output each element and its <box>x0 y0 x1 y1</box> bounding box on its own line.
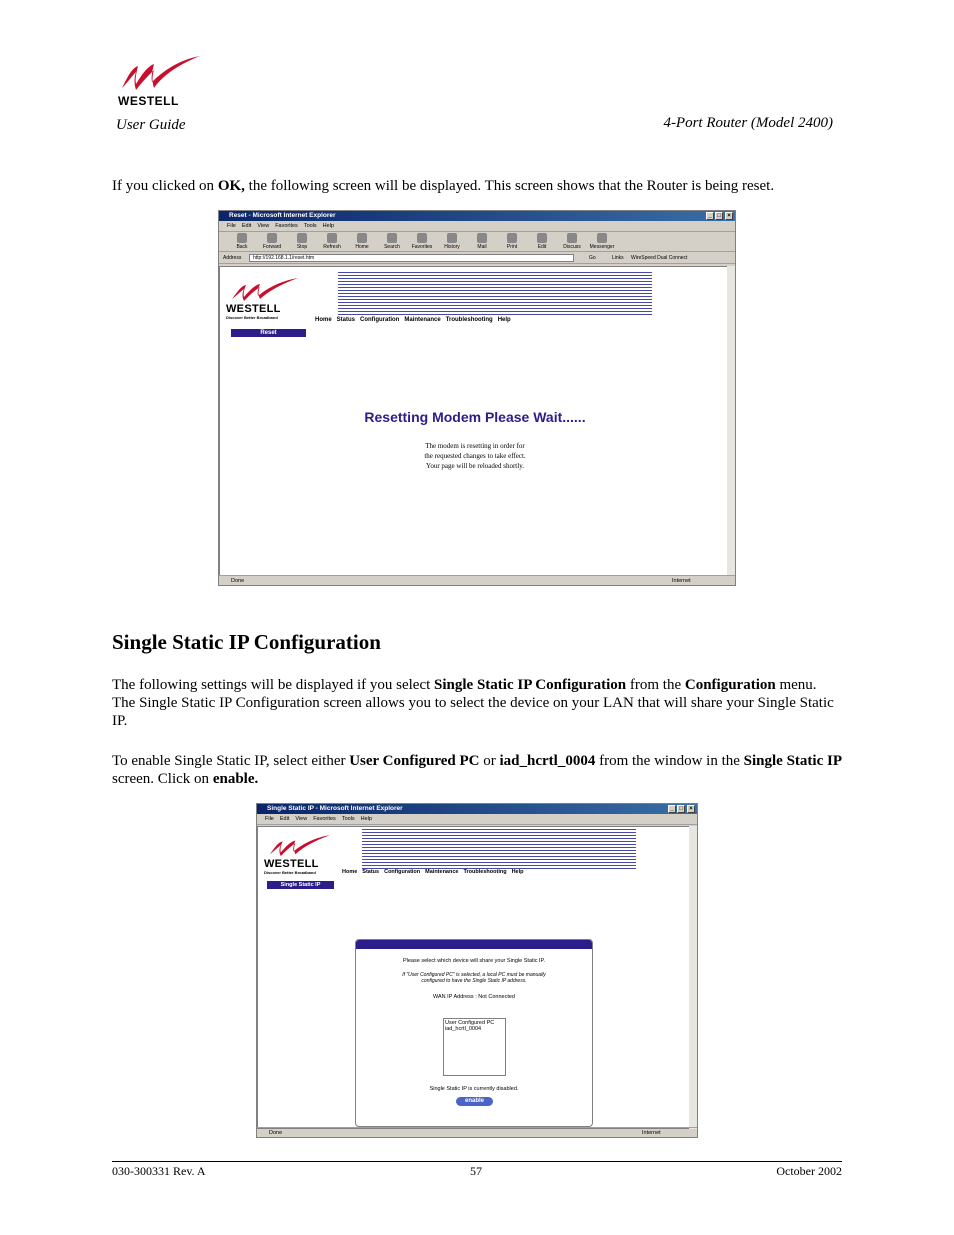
p2-bold: enable. <box>212 771 259 787</box>
footer-left: 030-300331 Rev. A <box>112 1164 206 1178</box>
address-bar <box>219 252 735 264</box>
close-button[interactable]: × <box>687 805 695 813</box>
menu-edit[interactable]: Edit <box>241 223 252 229</box>
menu-help[interactable]: Help <box>322 223 334 229</box>
panel-header-bar <box>356 940 592 949</box>
device-option-iad-hcrtl-0004[interactable]: iad_hcrtl_0004 <box>445 1026 482 1032</box>
home-icon <box>357 233 367 243</box>
home-label: Home <box>355 244 369 250</box>
window-title: Single Static IP - Microsoft Internet Explorer <box>267 805 403 812</box>
go-button[interactable]: Go <box>589 255 596 261</box>
discuss-label: Discuss <box>563 244 581 250</box>
p2-bold: User Configured PC <box>349 753 480 769</box>
vertical-scrollbar[interactable] <box>727 266 735 576</box>
menu-help[interactable]: Help <box>360 816 372 822</box>
menu-view[interactable]: View <box>257 223 270 229</box>
vertical-scrollbar[interactable] <box>689 826 697 1129</box>
p2-text: screen. Click on <box>112 771 213 787</box>
close-button[interactable]: × <box>725 212 733 220</box>
forward-icon <box>267 233 277 243</box>
toolbar <box>219 232 735 252</box>
page-content <box>219 266 729 576</box>
address-label: Address <box>223 255 242 261</box>
device-listbox[interactable] <box>443 1018 506 1076</box>
westell-swoosh-icon <box>268 834 332 858</box>
status-bar <box>219 575 735 585</box>
resetting-heading: Resetting Modem Please Wait...... <box>364 409 586 425</box>
footer-divider <box>112 1161 842 1162</box>
single-static-ip-browser-window <box>256 803 698 1138</box>
menu-view[interactable]: View <box>295 816 308 822</box>
refresh-button[interactable] <box>317 232 347 251</box>
menu-tools[interactable]: Tools <box>341 816 355 822</box>
p1-text: menu. The Single Static IP Configuration screen allows you to select the device on your LAN that will share your Single Static IP. <box>112 677 834 729</box>
menu-file[interactable]: File <box>265 816 274 822</box>
single-static-ip-panel <box>355 939 593 1127</box>
logo-tag: Discover Better Broadband <box>264 870 316 875</box>
messenger-label: Messenger <box>589 244 615 250</box>
instruction-line: Please select which device will share your Single Static IP. <box>402 958 546 964</box>
history-label: History <box>444 244 460 250</box>
back-label: Back <box>236 244 248 250</box>
history-button[interactable] <box>437 232 467 251</box>
links-item[interactable]: WireSpeed Dual Connect <box>631 255 688 261</box>
window-title: Reset - Microsoft Internet Explorer <box>229 212 336 219</box>
maximize-button[interactable]: □ <box>677 805 685 813</box>
status-text: Done <box>269 1130 283 1136</box>
intro-text-2: the following screen will be displayed. This screen shows that the Router is being reset. <box>244 178 775 194</box>
intro-bold: OK, <box>217 178 245 194</box>
nav-status[interactable]: Status <box>336 317 356 323</box>
status-bar <box>257 1127 697 1137</box>
header-stripes <box>362 829 636 869</box>
westell-logo <box>226 303 281 320</box>
disabled-status: Single Static IP is currently disabled. <box>429 1086 519 1092</box>
header-stripes <box>338 272 652 316</box>
back-button[interactable] <box>227 232 257 251</box>
stop-icon <box>297 233 307 243</box>
discuss-button[interactable] <box>557 232 587 251</box>
minimize-button[interactable]: _ <box>706 212 714 220</box>
note-line: If "User Configured PC" is selected, a local PC must be manually <box>402 972 546 978</box>
footer-right: October 2002 <box>776 1164 842 1178</box>
window-title-bar <box>257 804 697 814</box>
menu-file[interactable]: File <box>227 223 236 229</box>
history-icon <box>447 233 457 243</box>
stop-button[interactable] <box>287 232 317 251</box>
menu-tools[interactable]: Tools <box>303 223 317 229</box>
nav-home[interactable]: Home <box>342 869 358 875</box>
reset-message-line: the requested changes to take effect. <box>424 452 526 460</box>
p1-text: from the <box>626 677 685 693</box>
nav-maintenance[interactable]: Maintenance <box>404 317 441 323</box>
page-content <box>257 826 691 1129</box>
p1-bold: Single Static IP Configuration <box>434 677 627 693</box>
minimize-button[interactable]: _ <box>668 805 676 813</box>
messenger-icon <box>597 233 607 243</box>
p1-bold: Configuration <box>684 677 776 693</box>
reset-message <box>220 441 730 471</box>
links-label[interactable]: Links <box>612 255 624 261</box>
favorites-label: Favorites <box>411 244 433 250</box>
menu-edit[interactable]: Edit <box>279 816 290 822</box>
nav-configuration[interactable]: Configuration <box>384 869 421 875</box>
zone-text: Internet <box>642 1130 661 1136</box>
logo-tag: Discover Better Broadband <box>226 315 278 320</box>
p1-text: The following settings will be displayed if you select <box>112 677 435 693</box>
messenger-button[interactable] <box>587 232 617 251</box>
menu-favorites[interactable]: Favorites <box>275 223 298 229</box>
section-heading: Single Static IP Configuration <box>112 630 381 654</box>
page-number: 57 <box>470 1164 482 1178</box>
menu-favorites[interactable]: Favorites <box>313 816 336 822</box>
menu-bar <box>257 814 697 825</box>
header-right: 4-Port Router (Model 2400) <box>663 115 833 131</box>
discuss-icon <box>567 233 577 243</box>
search-button[interactable] <box>377 232 407 251</box>
nav-status[interactable]: Status <box>362 869 380 875</box>
reset-browser-window <box>218 210 736 586</box>
maximize-button[interactable]: □ <box>715 212 723 220</box>
menu-bar <box>219 221 735 232</box>
edit-button[interactable] <box>527 232 557 251</box>
nav-bar <box>342 869 529 875</box>
refresh-icon <box>327 233 337 243</box>
refresh-label: Refresh <box>323 244 341 250</box>
p2-text: from the window in the <box>595 753 744 769</box>
window-title-bar <box>219 211 735 221</box>
nav-help[interactable]: Help <box>497 317 511 323</box>
favorites-button[interactable] <box>407 232 437 251</box>
edit-label: Edit <box>537 244 547 250</box>
nav-bar <box>315 317 516 323</box>
nav-help[interactable]: Help <box>511 869 524 875</box>
p2-text: or <box>479 753 500 769</box>
logo-word: WESTELL <box>264 858 319 870</box>
search-label: Search <box>384 244 400 250</box>
westell-logo <box>264 858 319 875</box>
edit-icon <box>537 233 547 243</box>
mail-label: Mail <box>477 244 487 250</box>
westell-logo <box>118 54 202 108</box>
home-button[interactable] <box>347 232 377 251</box>
zone-text: Internet <box>672 578 691 584</box>
enable-button[interactable]: enable <box>456 1097 493 1106</box>
header-left: User Guide <box>116 117 186 133</box>
nav-troubleshooting[interactable]: Troubleshooting <box>463 869 507 875</box>
address-input[interactable]: http://192.168.1.1/reset.htm <box>249 254 574 262</box>
reset-message-line: The modem is resetting in order for <box>425 442 525 450</box>
nav-troubleshooting[interactable]: Troubleshooting <box>445 317 493 323</box>
device-option-user-configured-pc[interactable]: User Configured PC <box>445 1020 495 1026</box>
nav-maintenance[interactable]: Maintenance <box>425 869 459 875</box>
logo-word: WESTELL <box>226 303 281 315</box>
section-paragraph-2 <box>112 752 842 788</box>
mail-icon <box>477 233 487 243</box>
stop-label: Stop <box>296 244 308 250</box>
p2-text: To enable Single Static IP, select either <box>112 753 350 769</box>
note-line: configured to have the Single Static IP address. <box>421 978 527 984</box>
page-label-pill: Single Static IP <box>267 881 334 889</box>
forward-button[interactable] <box>257 232 287 251</box>
westell-swoosh-icon <box>118 54 202 94</box>
p2-bold: iad_hcrtl_0004 <box>499 753 596 769</box>
print-button[interactable] <box>497 232 527 251</box>
back-icon <box>237 233 247 243</box>
westell-swoosh-icon <box>230 277 300 303</box>
wan-ip-status: WAN IP Address : Not Connected <box>433 994 515 1000</box>
intro-paragraph <box>112 177 842 195</box>
nav-configuration[interactable]: Configuration <box>360 317 400 323</box>
page-label-pill: Reset <box>231 329 306 337</box>
reset-message-line: Your page will be reloaded shortly. <box>426 462 524 470</box>
mail-button[interactable] <box>467 232 497 251</box>
logo-wordmark: WESTELL <box>118 94 179 108</box>
print-icon <box>507 233 517 243</box>
search-icon <box>387 233 397 243</box>
nav-home[interactable]: Home <box>315 317 332 323</box>
favorites-icon <box>417 233 427 243</box>
print-label: Print <box>506 244 518 250</box>
section-paragraph-1 <box>112 676 842 730</box>
status-text: Done <box>231 578 245 584</box>
intro-text: If you clicked on <box>112 178 218 194</box>
p2-bold: Single Static IP <box>743 753 842 769</box>
forward-label: Forward <box>262 244 282 250</box>
